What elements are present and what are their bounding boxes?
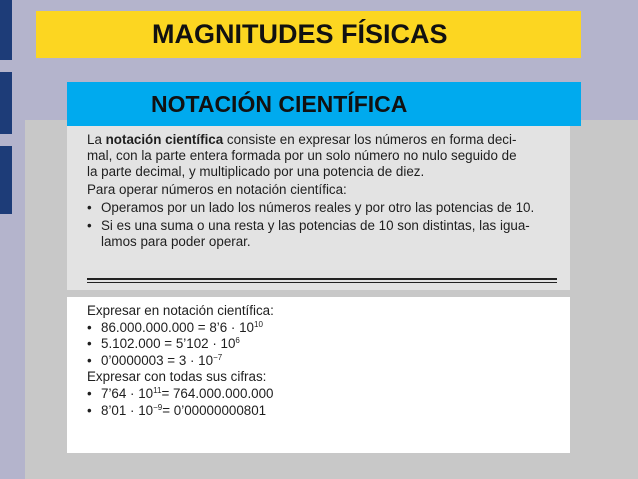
divider <box>87 282 557 283</box>
definition-line: la parte decimal, y multiplicado por una potencia de diez. <box>87 164 425 180</box>
definition-box <box>67 126 570 290</box>
list-item: • 86.000.000.000 = 8’6 · $10^{10}$ <box>87 319 263 335</box>
definition-line: mal, con la parte entera formada por un solo número no nulo seguido de <box>87 148 517 164</box>
left-accent-bar <box>0 0 12 60</box>
slide-subtitle <box>67 82 581 126</box>
list-item: • 8’01 · $10^{-9}=$ 0’00000000801 <box>87 402 267 418</box>
examples-box <box>67 297 570 453</box>
list-item: • 5.102.000 = 5’102 · $10^6$ <box>87 336 240 352</box>
slide-title-text: MAGNITUDES FÍSICAS <box>152 19 448 49</box>
operate-label: Para operar números en notación científica: <box>87 181 347 197</box>
left-accent-bar <box>0 72 12 134</box>
definition-paragraph: La notación científica consiste en expresar los números en forma deci- <box>87 132 517 147</box>
left-accent-bar <box>0 146 12 214</box>
definition-term: notación científica <box>105 132 224 147</box>
examples-heading: Expresar en notación científica: <box>87 303 274 318</box>
list-item: • Si es una suma o una resta y las potencias de 10 son distintas, las igua-lamos para poder operar. <box>87 218 530 250</box>
list-item: • 7’64 · $10^{11}= 764.000.000.000$ <box>87 385 274 401</box>
examples-heading: Expresar con todas sus cifras: <box>87 369 267 385</box>
list-item: • Operamos por un lado los números reales y por otro las potencias de 10. <box>87 199 535 215</box>
slide-subtitle-text: NOTACIÓN CIENTÍFICA <box>151 90 408 117</box>
slide-title <box>36 11 581 58</box>
list-item: • 0’0000003 = $3 \cdot 10^{-7}$ <box>87 352 223 368</box>
divider <box>87 278 557 280</box>
